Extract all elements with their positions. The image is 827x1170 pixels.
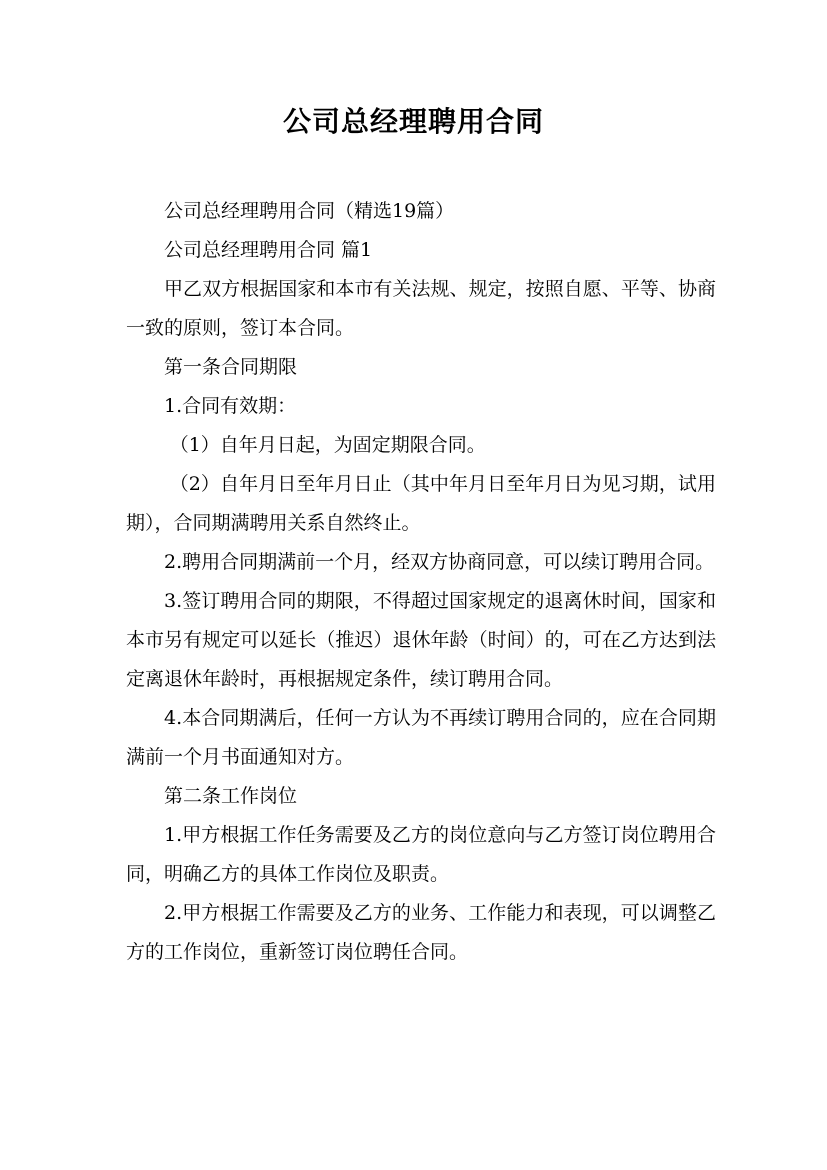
paragraph-clause-2-1: 1.甲方根据工作任务需要及乙方的岗位意向与乙方签订岗位聘用合同，明确乙方的具体工作岗位及职责。 [126, 824, 716, 885]
document-title: 公司总经理聘用合同 [282, 105, 544, 138]
paragraph-clause-1-1-a: （1）自年月日起，为固定期限合同。 [169, 434, 486, 456]
paragraph-clause-2-2: 2.甲方根据工作需要及乙方的业务、工作能力和表现，可以调整乙方的工作岗位，重新签订岗位聘任合同。 [126, 902, 716, 963]
document-body [126, 192, 716, 972]
paragraph-section-heading: 公司总经理聘用合同 篇1 [164, 239, 373, 261]
paragraph-clause-1-2: 2.聘用合同期满前一个月，经双方协商同意，可以续订聘用合同。 [164, 551, 715, 573]
paragraph-subtitle: 公司总经理聘用合同（精选19篇） [164, 200, 455, 222]
paragraph-clause-1-4: 4.本合同期满后，任何一方认为不再续订聘用合同的，应在合同期满前一个月书面通知对方。 [126, 707, 716, 768]
paragraph-clause-1-1: 1.合同有效期： [164, 395, 297, 417]
paragraph-preamble: 甲乙双方根据国家和本市有关法规、规定，按照自愿、平等、协商一致的原则，签订本合同。 [126, 278, 716, 339]
paragraph-clause-1-3: 3.签订聘用合同的期限，不得超过国家规定的退离休时间，国家和本市另有规定可以延长（推迟）退休年龄（时间）的，可在乙方达到法定离退休年龄时，再根据规定条件，续订聘用合同。 [126, 590, 716, 690]
paragraph-clause-1-1-b: （2）自年月日至年月日止（其中年月日至年月日为见习期，试用期），合同期满聘用关系自然终止。 [126, 473, 716, 534]
paragraph-article-1-heading: 第一条合同期限 [164, 356, 298, 378]
paragraph-article-2-heading: 第二条工作岗位 [164, 785, 298, 807]
